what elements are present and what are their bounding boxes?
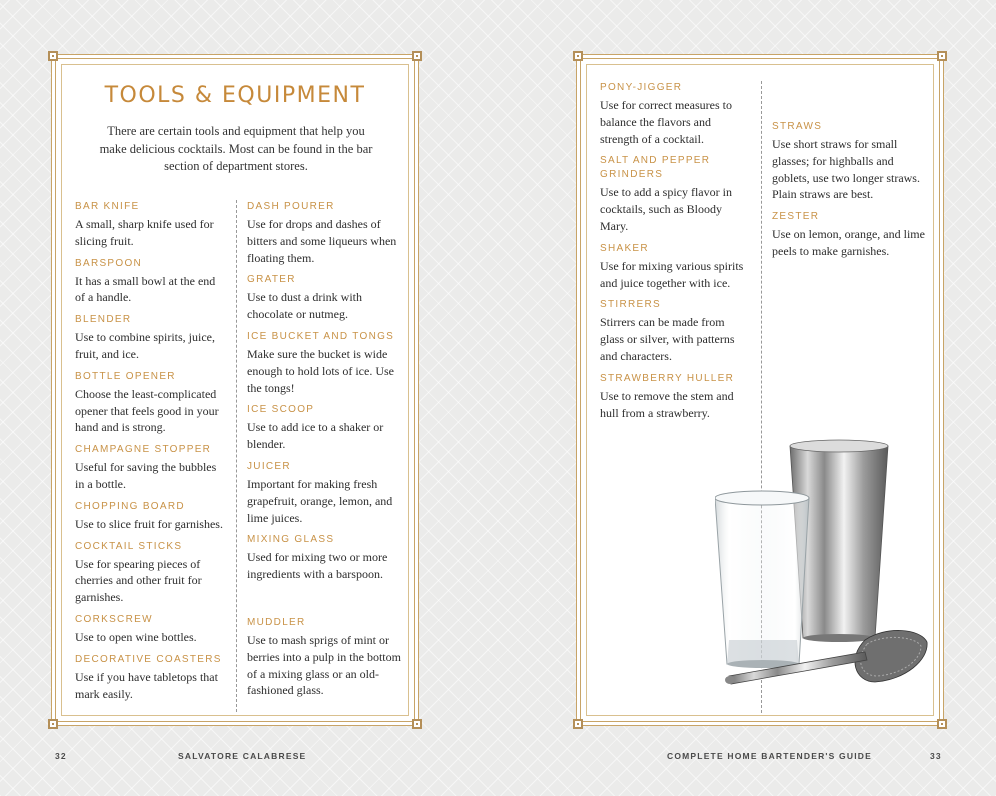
muddler-entry <box>247 616 402 699</box>
entry-body: Use to add a spicy flavor in cocktails, such as Bloody Mary. <box>600 185 732 233</box>
glossary-entry <box>600 154 750 234</box>
entry-heading: STIRRERS <box>600 299 661 311</box>
mixing-glass <box>715 491 809 668</box>
corner-ornament <box>937 719 947 729</box>
glossary-entry <box>600 298 750 364</box>
glossary-entry <box>75 613 225 646</box>
glossary-entry <box>247 200 402 266</box>
entry-heading: JUICER <box>247 460 291 472</box>
entry-body: Use for drops and dashes of bitters and some liqueurs when floating them. <box>247 217 397 265</box>
glossary-entry <box>75 500 225 533</box>
intro-paragraph: There are certain tools and equipment that help you make delicious cocktails. Most can be found in the bar section of department stores. <box>99 124 373 173</box>
entry-heading: MUDDLER <box>247 617 306 628</box>
page-title: TOOLS & EQUIPMENT <box>104 83 366 108</box>
entry-heading: BOTTLE OPENER <box>75 370 176 382</box>
entry-heading: CHOPPING BOARD <box>75 500 185 512</box>
glossary-entry <box>247 330 402 396</box>
entry-heading: BARSPOON <box>75 257 143 269</box>
entry-body: Use to add ice to a shaker or blender. <box>247 420 384 452</box>
entry-heading: BAR KNIFE <box>75 201 140 212</box>
entry-body: Use to mash sprigs of mint or berries into a pulp in the bottom of a mixing glass or an old-fashioned glass. <box>247 633 401 698</box>
entry-body: A small, sharp knife used for slicing fruit. <box>75 217 214 248</box>
glossary-entry <box>75 313 225 363</box>
glossary-entry <box>75 200 225 250</box>
entry-heading: COCKTAIL STICKS <box>75 540 183 552</box>
glossary-entry <box>247 533 402 583</box>
entry-body: It has a small bowl at the end of a handle. <box>75 273 216 305</box>
glossary-entry <box>600 81 750 147</box>
entry-body: Use to open wine bottles. <box>75 629 197 644</box>
left-column-1 <box>75 200 225 709</box>
entry-heading: ZESTER <box>772 211 820 223</box>
left-page <box>55 58 415 722</box>
entry-heading: DECORATIVE COASTERS <box>75 653 222 665</box>
page-number-left: 32 <box>55 751 67 761</box>
entry-heading: ICE BUCKET AND TONGS <box>247 330 395 342</box>
entry-heading: GRATER <box>247 274 296 286</box>
entry-heading: ICE SCOOP <box>247 404 315 416</box>
page-number-right: 33 <box>930 751 942 761</box>
left-column-2 <box>247 200 402 590</box>
entry-body: Use for spearing pieces of cherries and other fruit for garnishes. <box>75 556 202 605</box>
entry-heading: SHAKER <box>600 242 649 254</box>
corner-ornament <box>937 51 947 61</box>
entry-body: Use if you have tabletops that mark easily. <box>75 669 218 701</box>
entry-body: Use for mixing various spirits and juice together with ice. <box>600 258 744 290</box>
entry-heading: BLENDER <box>75 314 132 326</box>
glossary-entry <box>772 210 927 260</box>
glossary-entry <box>75 540 225 606</box>
entry-heading: CORKSCREW <box>75 613 153 625</box>
entry-body: Use for correct measures to balance the flavors and strength of a cocktail. <box>600 98 732 146</box>
entry-body: Use short straws for small glasses; for highballs and goblets, use two longer straws. Plain straws are best. <box>772 137 920 202</box>
glossary-entry <box>75 653 225 703</box>
glossary-entry <box>772 120 927 203</box>
glossary-entry <box>600 372 750 422</box>
glossary-entry <box>600 242 750 292</box>
bar-equipment-illustration <box>715 430 935 700</box>
entry-heading: PONY-JIGGER <box>600 82 683 93</box>
corner-ornament <box>48 719 58 729</box>
entry-body: Use to remove the stem and hull from a strawberry. <box>600 388 734 420</box>
glossary-entry <box>247 403 402 453</box>
footer-author: SALVATORE CALABRESE <box>178 751 307 761</box>
glossary-entry <box>75 443 225 493</box>
entry-heading: STRAWS <box>772 121 823 132</box>
glossary-entry <box>75 257 225 307</box>
entry-heading: CHAMPAGNE STOPPER <box>75 444 212 456</box>
entry-body: Stirrers can be made from glass or silver, with patterns and characters. <box>600 315 735 363</box>
footer-book-title: COMPLETE HOME BARTENDER'S GUIDE <box>667 751 872 761</box>
corner-ornament <box>412 51 422 61</box>
entry-body: Used for mixing two or more ingredients with a barspoon. <box>247 550 388 582</box>
entry-heading: MIXING GLASS <box>247 534 335 546</box>
entry-body: Important for making fresh grapefruit, orange, lemon, and lime juices. <box>247 476 393 525</box>
corner-ornament <box>573 719 583 729</box>
entry-heading: STRAWBERRY HULLER <box>600 372 735 384</box>
entry-body: Make sure the bucket is wide enough to hold lots of ice. Use the tongs! <box>247 346 394 395</box>
column-divider <box>236 200 237 712</box>
right-column-1 <box>600 81 750 428</box>
entry-body: Use to slice fruit for garnishes. <box>75 516 223 531</box>
corner-ornament <box>48 51 58 61</box>
entry-heading: DASH POURER <box>247 201 335 212</box>
corner-ornament <box>412 719 422 729</box>
right-column-2 <box>772 120 927 267</box>
entry-heading: SALT AND PEPPER GRINDERS <box>600 155 711 181</box>
glossary-entry <box>247 460 402 526</box>
glossary-entry <box>247 273 402 323</box>
glossary-entry <box>75 370 225 436</box>
entry-body: Use on lemon, orange, and lime peels to make garnishes. <box>772 227 925 258</box>
entry-body: Use to dust a drink with chocolate or nutmeg. <box>247 290 362 322</box>
entry-body: Choose the least-complicated opener that feels good in your hand and is strong. <box>75 386 219 435</box>
entry-body: Use to combine spirits, juice, fruit, and ice. <box>75 330 215 361</box>
entry-body: Useful for saving the bubbles in a bottle. <box>75 460 217 491</box>
corner-ornament <box>573 51 583 61</box>
